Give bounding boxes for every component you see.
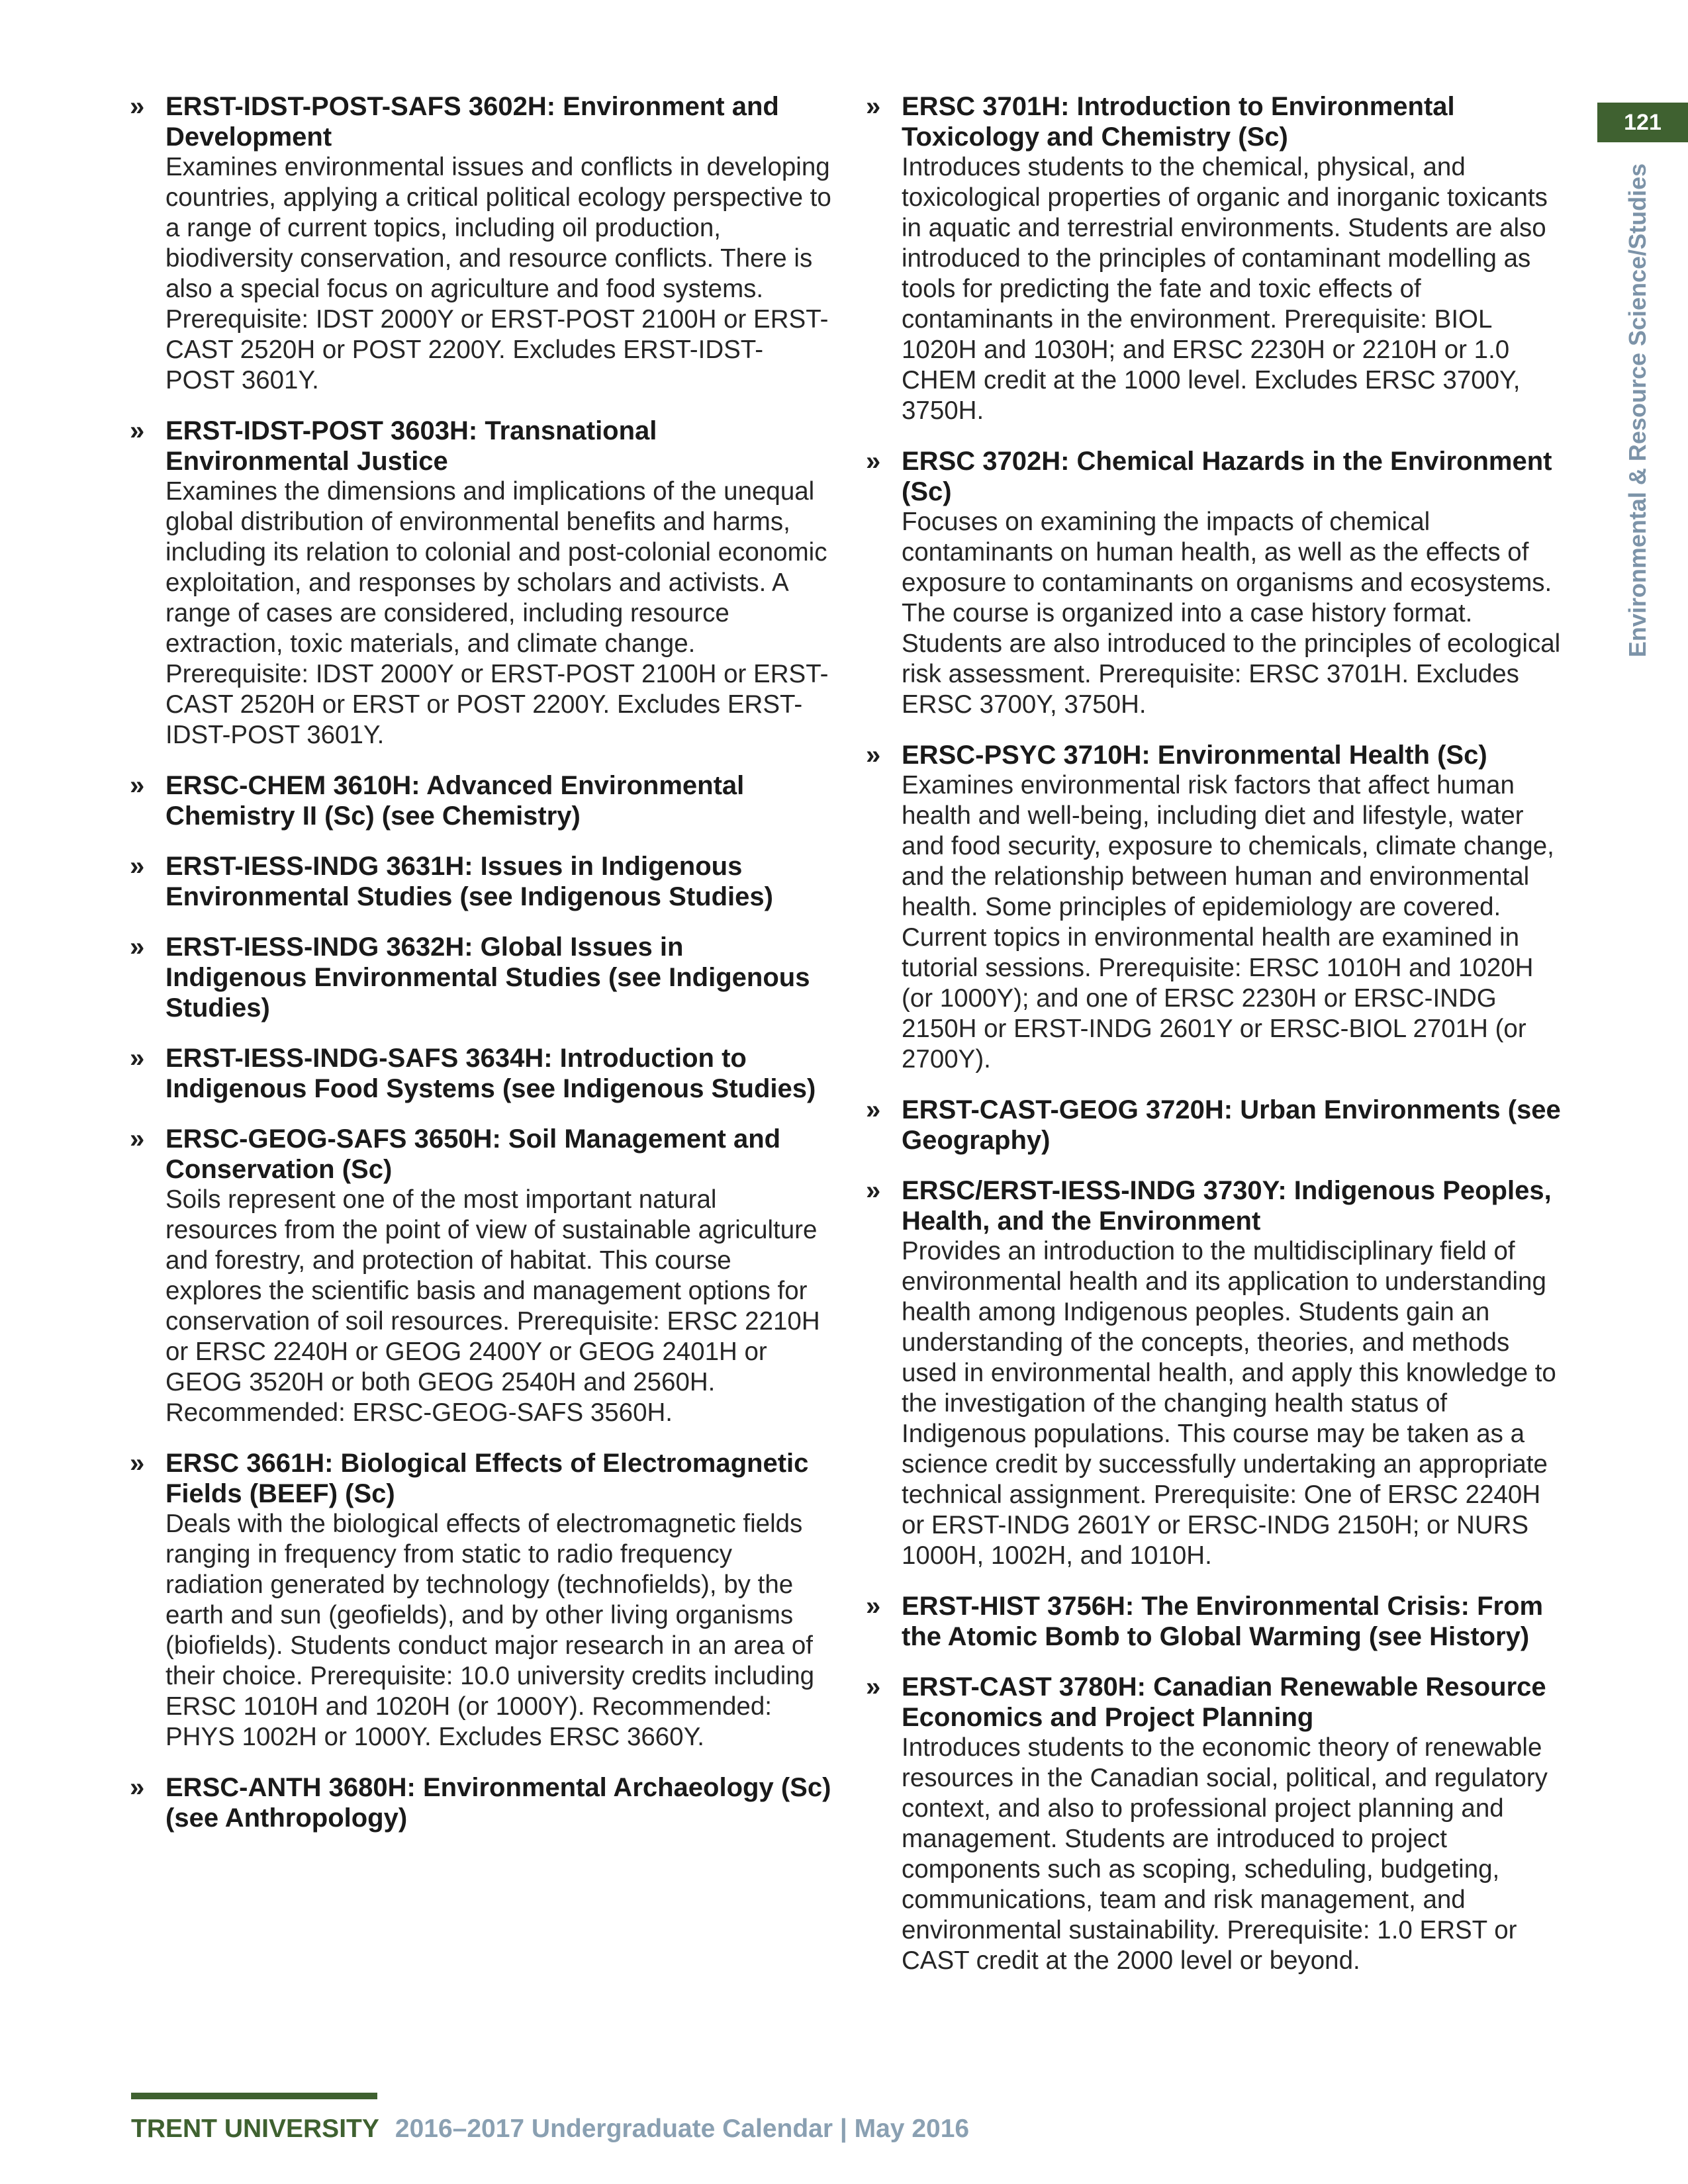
footer-university: TRENT UNIVERSITY [131, 2115, 379, 2143]
course-entry [866, 1175, 1568, 1571]
bullet-icon: » [866, 741, 881, 770]
course-title: ERST-IESS-INDG-SAFS 3634H: Introduction to Indigenous Food Systems (see Indigenous Studies) [165, 1044, 816, 1103]
course-entry [130, 416, 831, 751]
course-description: Focuses on examining the impacts of chemical contaminants on human health, as well as the effects of exposure to contaminants on organisms and ecosystems. The course is organized into a case history format. Students are also introduced to the principles of ecological risk assessment. Prerequisite: ERSC 3701H. Excludes ERSC 3700Y, 3750H. [902, 508, 1561, 719]
course-entry [866, 740, 1568, 1075]
course-entry [130, 770, 831, 831]
left-column [130, 91, 831, 1853]
bullet-icon: » [130, 416, 145, 445]
bullet-icon: » [866, 92, 881, 121]
bullet-icon: » [866, 1592, 881, 1621]
course-entry [866, 1591, 1568, 1652]
course-description: Introduces students to the chemical, physical, and toxicological properties of organic and inorganic toxicants in aquatic and terrestrial environments. Students are also introduced to the principles of contaminant modelling as tools for predicting the fate and toxic effects of contaminants in the environment. Prerequisite: BIOL 1020H and 1030H; and ERSC 2230H or 2210H or 1.0 CHEM credit at the 1000 level. Excludes ERSC 3700Y, 3750H. [902, 153, 1548, 425]
course-entry [866, 1095, 1568, 1156]
course-entry [130, 932, 831, 1023]
course-entry [130, 1772, 831, 1833]
course-entry [130, 1124, 831, 1428]
course-description: Soils represent one of the most important natural resources from the point of view of sustainable agriculture and forestry, and protection of habitat. This course explores the scientific basis and management options for conservation of soil resources. Prerequisite: ERSC 2210H or ERSC 2240H or GEOG 2400Y or GEOG 2401H or GEOG 3520H or both GEOG 2540H and 2560H. Recommended: ERSC-GEOG-SAFS 3560H. [165, 1185, 820, 1427]
footer-rule [131, 2093, 377, 2099]
course-title: ERST-CAST 3780H: Canadian Renewable Resource Economics and Project Planning [902, 1672, 1546, 1732]
course-title: ERST-IESS-INDG 3631H: Issues in Indigenous Environmental Studies (see Indigenous Studies) [165, 852, 773, 911]
bullet-icon: » [866, 1672, 881, 1702]
bullet-icon: » [866, 1095, 881, 1124]
course-description: Examines environmental issues and conflicts in developing countries, applying a critical political ecology perspective to a range of current topics, including oil production, biodiversity conservation, and resource conflicts. There is also a special focus on agriculture and food systems. Prerequisite: IDST 2000Y or ERST-POST 2100H or ERST-CAST 2520H or POST 2200Y. Excludes ERST-IDST-POST 3601Y. [165, 153, 831, 394]
course-title: ERSC 3702H: Chemical Hazards in the Environment (Sc) [902, 447, 1552, 506]
course-description: Examines environmental risk factors that affect human health and well-being, including diet and lifestyle, water and food security, exposure to chemicals, climate change, and the relationship between human and environmental health. Some principles of epidemiology are covered. Current topics in environmental health are examined in tutorial sessions. Prerequisite: ERSC 1010H and 1020H (or 1000Y); and one of ERSC 2230H or ERSC-INDG 2150H or ERST-INDG 2601Y or ERSC-BIOL 2701H (or 2700Y). [902, 771, 1554, 1073]
course-description: Examines the dimensions and implications of the unequal global distribution of environmental benefits and harms, including its relation to colonial and post-colonial economic exploitation, and responses by scholars and activists. A range of cases are considered, including resource extraction, toxic materials, and climate change. Prerequisite: IDST 2000Y or ERST-POST 2100H or ERST-CAST 2520H or ERST or POST 2200Y. Excludes ERST-IDST-POST 3601Y. [165, 477, 829, 749]
course-title: ERSC 3701H: Introduction to Environmental Toxicology and Chemistry (Sc) [902, 92, 1455, 152]
course-entry [130, 1043, 831, 1104]
course-title: ERST-IDST-POST-SAFS 3602H: Environment and Development [165, 92, 779, 152]
bullet-icon: » [130, 933, 145, 962]
footer [131, 2113, 969, 2145]
course-title: ERSC-ANTH 3680H: Environmental Archaeology (Sc) (see Anthropology) [165, 1773, 831, 1833]
section-side-label: Environmental & Resource Science/Studies [1624, 163, 1651, 658]
course-title: ERSC-PSYC 3710H: Environmental Health (Sc) [902, 741, 1487, 770]
course-description: Provides an introduction to the multidisciplinary field of environmental health and its application to understanding health among Indigenous peoples. Students gain an understanding of the concepts, theories, and methods used in environmental health, and apply this knowledge to the investigation of the changing health status of Indigenous populations. This course may be taken as a science credit by successfully undertaking an appropriate technical assignment. Prerequisite: One of ERSC 2240H or ERST-INDG 2601Y or ERSC-INDG 2150H; or NURS 1000H, 1002H, and 1010H. [902, 1237, 1556, 1570]
page-number-badge: 121 [1597, 103, 1688, 142]
course-entry [866, 91, 1568, 426]
course-title: ERSC/ERST-IESS-INDG 3730Y: Indigenous Peoples, Health, and the Environment [902, 1176, 1552, 1236]
bullet-icon: » [866, 447, 881, 476]
course-entry [130, 91, 831, 396]
course-title: ERST-IDST-POST 3603H: Transnational Environmental Justice [165, 416, 657, 476]
course-title: ERST-HIST 3756H: The Environmental Crisis: From the Atomic Bomb to Global Warming (see History) [902, 1592, 1544, 1651]
course-title: ERSC-GEOG-SAFS 3650H: Soil Management and Conservation (Sc) [165, 1124, 781, 1184]
course-description: Introduces students to the economic theory of renewable resources in the Canadian social, political, and regulatory context, and also to professional project planning and management. Students are introduced to project components such as scoping, scheduling, budgeting, communications, team and risk management, and environmental sustainability. Prerequisite: 1.0 ERST or CAST credit at the 2000 level or beyond. [902, 1733, 1548, 1975]
course-description: Deals with the biological effects of electromagnetic fields ranging in frequency from static to radio frequency radiation generated by technology (technofields), by the earth and sun (geofields), and by other living organisms (biofields). Students conduct major research in an area of their choice. Prerequisite: 10.0 university credits including ERSC 1010H and 1020H (or 1000Y). Recommended: PHYS 1002H or 1000Y. Excludes ERSC 3660Y. [165, 1510, 815, 1751]
bullet-icon: » [130, 771, 145, 800]
right-column [866, 91, 1568, 1996]
course-title: ERST-IESS-INDG 3632H: Global Issues in Indigenous Environmental Studies (see Indigenous Studies) [165, 933, 810, 1023]
course-entry [866, 446, 1568, 720]
course-entry [866, 1672, 1568, 1976]
bullet-icon: » [130, 92, 145, 121]
bullet-icon: » [130, 852, 145, 881]
course-title: ERST-CAST-GEOG 3720H: Urban Environments (see Geography) [902, 1095, 1561, 1155]
bullet-icon: » [130, 1773, 145, 1802]
course-title: ERSC-CHEM 3610H: Advanced Environmental Chemistry II (Sc) (see Chemistry) [165, 771, 745, 831]
course-entry [130, 851, 831, 912]
bullet-icon: » [130, 1449, 145, 1478]
footer-calendar: 2016–2017 Undergraduate Calendar | May 2016 [395, 2115, 970, 2143]
bullet-icon: » [130, 1044, 145, 1073]
bullet-icon: » [866, 1176, 881, 1205]
course-entry [130, 1448, 831, 1752]
course-title: ERSC 3661H: Biological Effects of Electromagnetic Fields (BEEF) (Sc) [165, 1449, 809, 1508]
bullet-icon: » [130, 1124, 145, 1154]
